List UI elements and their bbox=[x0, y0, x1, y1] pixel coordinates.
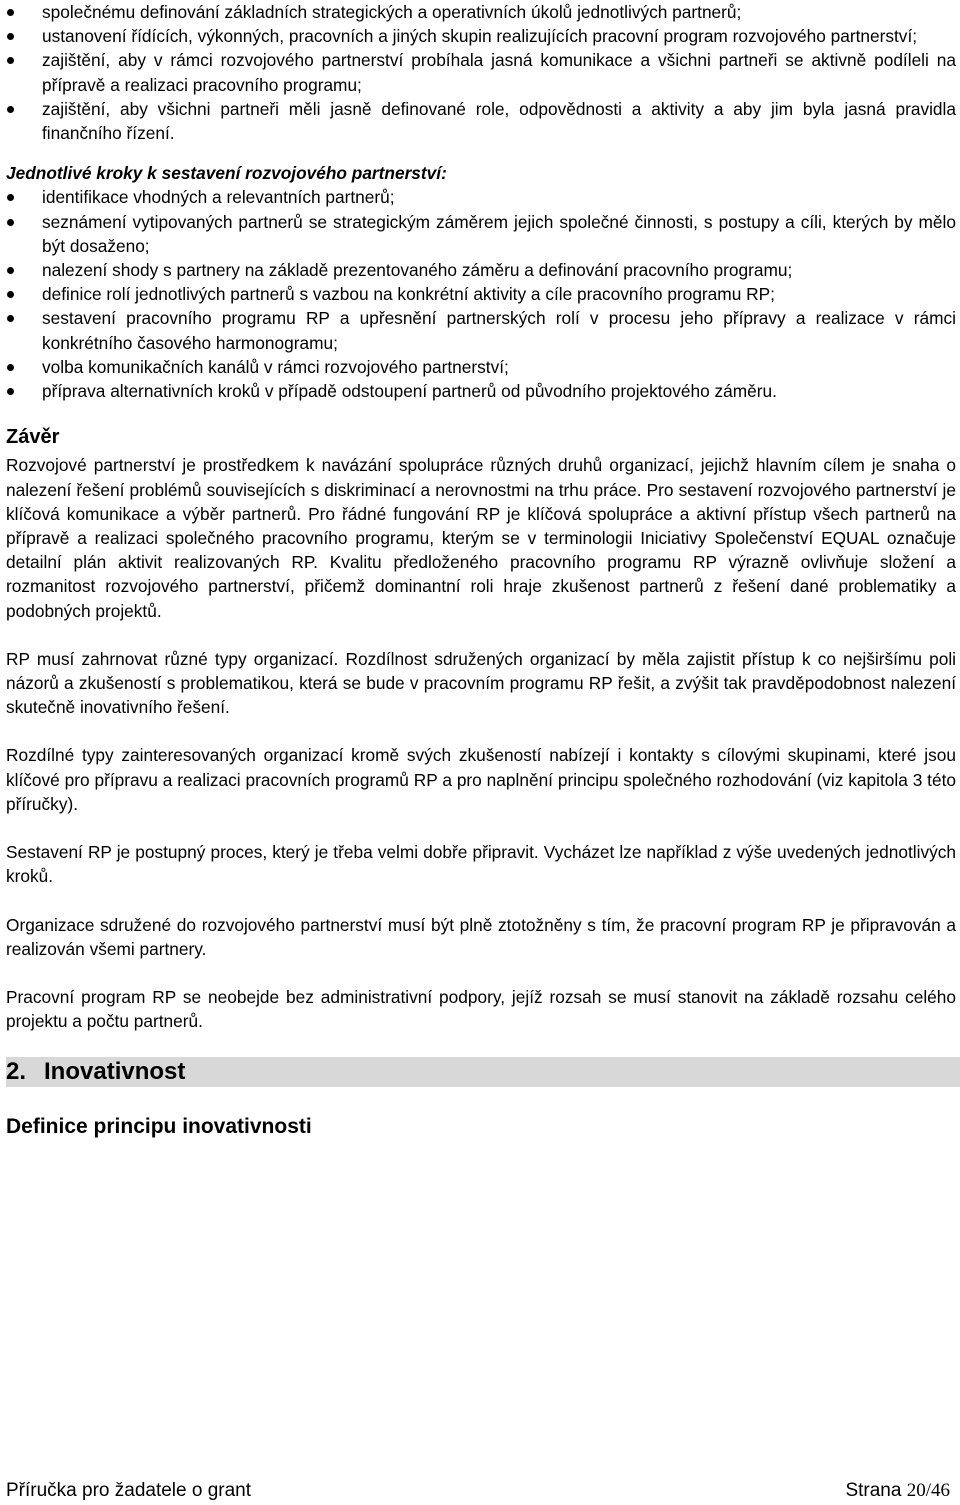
paragraph: Sestavení RP je postupný proces, který je třeba velmi dobře připravit. Vycházet lze například z výše uvedených jednotlivých kroků. bbox=[6, 842, 956, 887]
paragraph: Rozvojové partnerství je prostředkem k navázání spolupráce různých druhů organizací, jejichž hlavním cílem je snaha o nalezení řešení problémů souvisejících s diskriminací a nerovnostmi na trhu práce. Pro sestavení rozvojového partnerství je klíčová komunikace a výběr partnerů. Pro řádné fungování RP je klíčová spolupráce a aktivní přístup všech partnerů na přípravě a realizaci společného pracovního programu, kterým se v terminologii Iniciativy Společenství EQUAL označuje detailní plán aktivit realizovaných RP. Kvalitu předloženého pracovního programu RP výrazně ovlivňuje složení a rozmanitost rozvojového partnerství, přičemž dominantní roli hraje zkušenost partnerů z řešení dané problematiky a podobných projektů. bbox=[6, 455, 956, 621]
list-item: volba komunikačních kanálů v rámci rozvojového partnerství; bbox=[6, 355, 956, 379]
footer-document-title: Příručka pro žadatele o grant bbox=[6, 1480, 252, 1501]
list-item: definice rolí jednotlivých partnerů s vazbou na konkrétní aktivity a cíle pracovního programu RP; bbox=[6, 282, 956, 306]
document-page bbox=[6, 0, 956, 1140]
chapter-title: Inovativnost bbox=[44, 1058, 186, 1086]
steps-bullet-list bbox=[6, 185, 956, 403]
list-item: nalezení shody s partnery na základě prezentovaného záměru a definování pracovního programu; bbox=[6, 258, 956, 282]
list-item: zajištění, aby všichni partneři měli jasně definované role, odpovědnosti a aktivity a aby jim byla jasná pravidla finančního řízení. bbox=[6, 97, 956, 145]
footer-page-number: 20/46 bbox=[906, 1480, 950, 1501]
chapter-heading bbox=[6, 1057, 960, 1087]
footer-page-info bbox=[845, 1480, 950, 1502]
list-item: seznámení vytipovaných partnerů se strategickým záměrem jejich společné činnosti, s postupy a cíli, kterých by mělo být dosaženo; bbox=[6, 210, 956, 258]
page-footer bbox=[6, 1480, 950, 1502]
list-item: společnému definování základních strategických a operativních úkolů jednotlivých partnerů; bbox=[6, 0, 956, 24]
conclusion-heading: Závěr bbox=[6, 426, 60, 449]
subsection-heading: Definice principu inovativnosti bbox=[6, 1115, 312, 1139]
paragraph: Pracovní program RP se neobejde bez administrativní podpory, jejíž rozsah se musí stanovit na základě rozsahu celého projektu a počtu partnerů. bbox=[6, 986, 956, 1032]
paragraph: RP musí zahrnovat různé typy organizací. Rozdílnost sdružených organizací by měla zajistit přístup k co nejširšímu poli názorů a zkušeností s problematikou, která se bude v pracovním programu RP řešit, a zvýšit tak pravděpodobnost nalezení skutečně inovativního řešení. bbox=[6, 648, 956, 718]
list-item: identifikace vhodných a relevantních partnerů; bbox=[6, 185, 956, 209]
chapter-number: 2. bbox=[6, 1058, 27, 1086]
list-item: příprava alternativních kroků v případě odstoupení partnerů od původního projektového záměru. bbox=[6, 379, 956, 403]
intro-bullet-list bbox=[6, 0, 956, 145]
list-item: sestavení pracovního programu RP a upřesnění partnerských rolí v procesu jeho přípravy a realizace v rámci konkrétního časového harmonogramu; bbox=[6, 306, 956, 354]
list-item: ustanovení řídících, výkonných, pracovních a jiných skupin realizujících pracovní program rozvojového partnerství; bbox=[6, 24, 956, 48]
list-item: zajištění, aby v rámci rozvojového partnerství probíhala jasná komunikace a všichni partneři se aktivně podíleli na přípravě a realizaci pracovního programu; bbox=[6, 48, 956, 96]
paragraph: Organizace sdružené do rozvojového partnerství musí být plně ztotožněny s tím, že pracovní program RP je připravován a realizován všemi partnery. bbox=[6, 914, 956, 959]
footer-page-label: Strana bbox=[845, 1480, 902, 1501]
paragraph: Rozdílné typy zainteresovaných organizací kromě svých zkušeností nabízejí i kontakty s cílovými skupinami, které jsou klíčové pro přípravu a realizaci pracovních programů RP a pro naplnění principu společného rozhodování (viz kapitola 3 této příručky). bbox=[6, 745, 956, 814]
steps-heading: Jednotlivé kroky k sestavení rozvojového partnerství: bbox=[6, 163, 447, 184]
